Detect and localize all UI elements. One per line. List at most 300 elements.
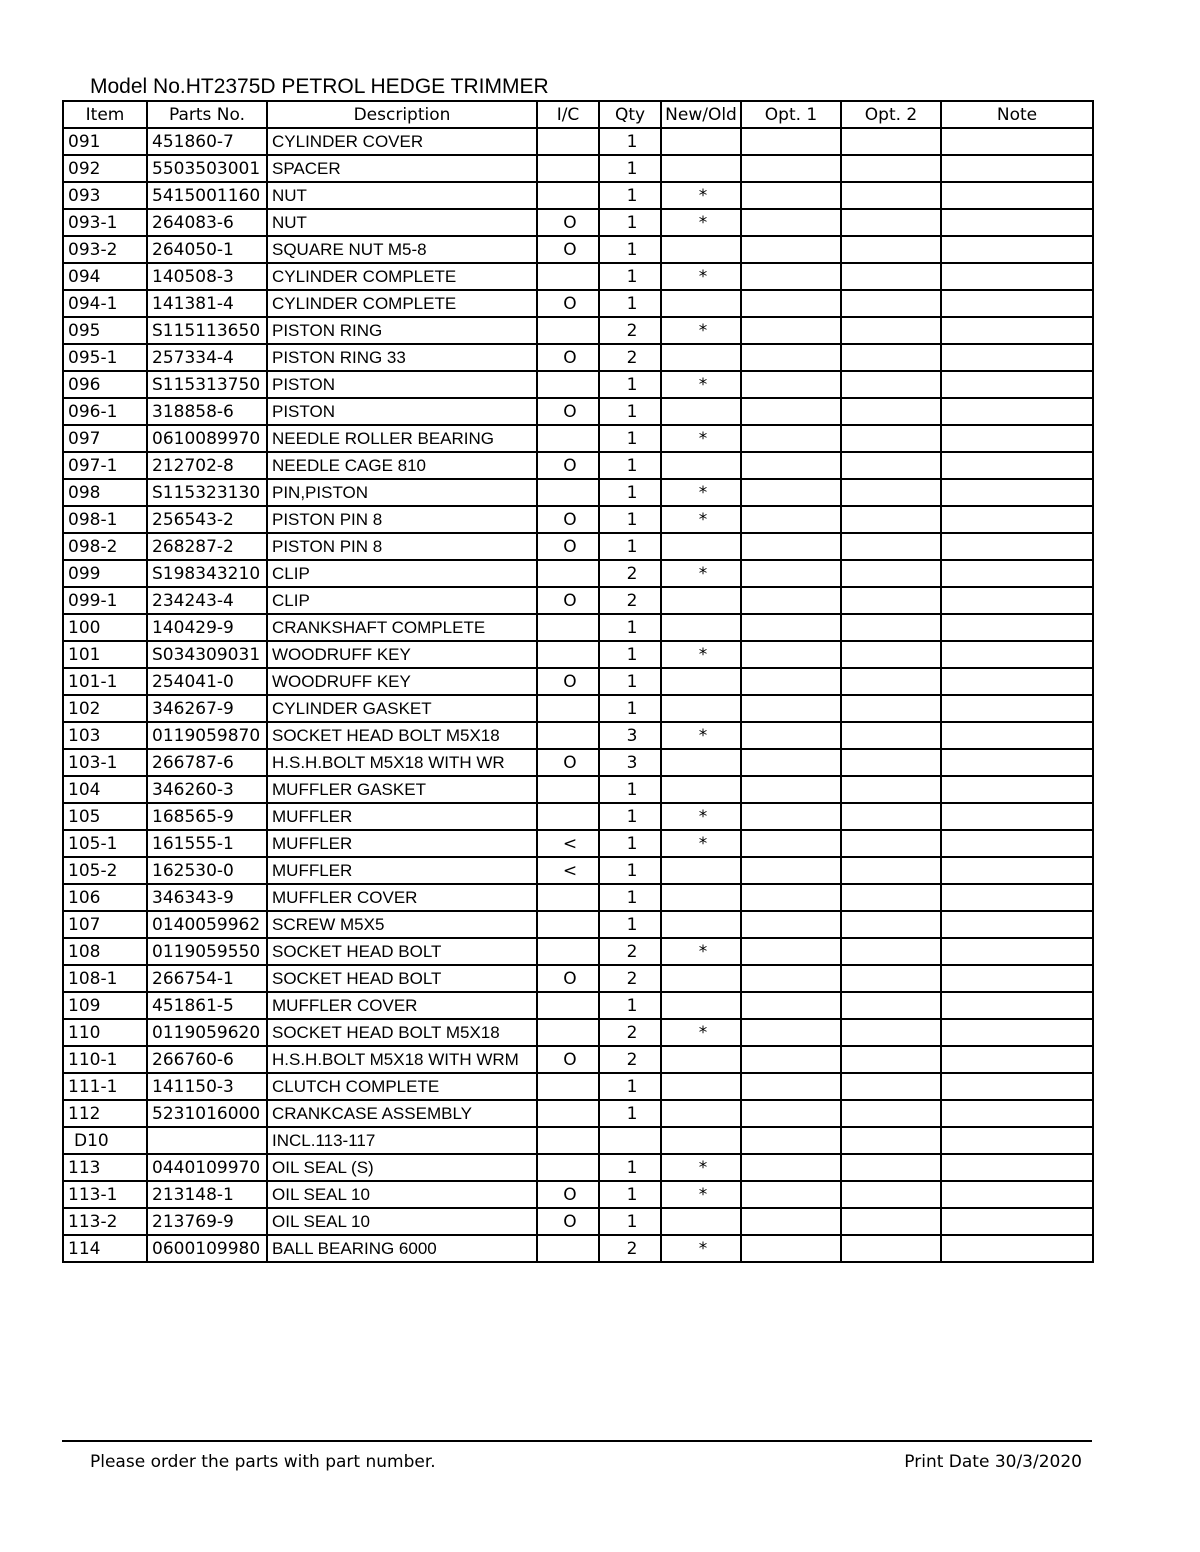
new-old-cell: [661, 776, 741, 803]
opt-2-cell: [841, 1046, 941, 1073]
table-row: [63, 344, 1093, 371]
table-row: [63, 614, 1093, 641]
item-cell: 108-1: [63, 965, 147, 992]
item-cell: 108: [63, 938, 147, 965]
new-old-cell: *: [661, 182, 741, 209]
qty-cell: 2: [599, 965, 661, 992]
description-cell: SOCKET HEAD BOLT M5X18: [267, 1019, 537, 1046]
new-old-cell: [661, 128, 741, 155]
description-cell: PISTON PIN 8: [267, 533, 537, 560]
note-cell: [941, 803, 1093, 830]
opt-2-cell: [841, 641, 941, 668]
note-cell: [941, 1073, 1093, 1100]
ic-cell: O: [537, 1208, 599, 1235]
new-old-cell: [661, 398, 741, 425]
parts-no-cell: 451861-5: [147, 992, 267, 1019]
table-row: [63, 533, 1093, 560]
note-cell: [941, 1127, 1093, 1154]
new-old-cell: [661, 236, 741, 263]
note-cell: [941, 695, 1093, 722]
new-old-cell: [661, 290, 741, 317]
item-cell: 109: [63, 992, 147, 1019]
opt-2-cell: [841, 182, 941, 209]
note-cell: [941, 965, 1093, 992]
column-header-new-old: New/Old: [661, 101, 741, 128]
opt-1-cell: [741, 776, 841, 803]
table-row: [63, 182, 1093, 209]
table-row: [63, 425, 1093, 452]
opt-1-cell: [741, 128, 841, 155]
note-cell: [941, 317, 1093, 344]
note-cell: [941, 884, 1093, 911]
description-cell: H.S.H.BOLT M5X18 WITH WR: [267, 749, 537, 776]
item-cell: 092: [63, 155, 147, 182]
opt-2-cell: [841, 1181, 941, 1208]
parts-no-cell: 268287-2: [147, 533, 267, 560]
description-cell: NEEDLE ROLLER BEARING: [267, 425, 537, 452]
new-old-cell: *: [661, 1019, 741, 1046]
new-old-cell: *: [661, 317, 741, 344]
item-cell: 113-1: [63, 1181, 147, 1208]
opt-2-cell: [841, 695, 941, 722]
ic-cell: O: [537, 749, 599, 776]
opt-2-cell: [841, 992, 941, 1019]
ic-cell: O: [537, 344, 599, 371]
ic-cell: [537, 425, 599, 452]
qty-cell: 1: [599, 857, 661, 884]
note-cell: [941, 614, 1093, 641]
note-cell: [941, 209, 1093, 236]
opt-1-cell: [741, 344, 841, 371]
description-cell: H.S.H.BOLT M5X18 WITH WRM: [267, 1046, 537, 1073]
ic-cell: O: [537, 236, 599, 263]
opt-1-cell: [741, 533, 841, 560]
opt-1-cell: [741, 938, 841, 965]
qty-cell: 1: [599, 911, 661, 938]
note-cell: [941, 1208, 1093, 1235]
opt-1-cell: [741, 1235, 841, 1262]
ic-cell: [537, 1100, 599, 1127]
ic-cell: [537, 776, 599, 803]
opt-2-cell: [841, 1235, 941, 1262]
ic-cell: [537, 722, 599, 749]
note-cell: [941, 857, 1093, 884]
description-cell: SOCKET HEAD BOLT M5X18: [267, 722, 537, 749]
opt-1-cell: [741, 749, 841, 776]
parts-table: [62, 100, 1094, 1263]
new-old-cell: [661, 911, 741, 938]
note-cell: [941, 776, 1093, 803]
opt-2-cell: [841, 749, 941, 776]
item-cell: 110-1: [63, 1046, 147, 1073]
parts-no-cell: 140508-3: [147, 263, 267, 290]
new-old-cell: *: [661, 803, 741, 830]
table-row: [63, 452, 1093, 479]
table-row: [63, 128, 1093, 155]
opt-2-cell: [841, 965, 941, 992]
description-cell: OIL SEAL 10: [267, 1181, 537, 1208]
parts-no-cell: 0119059550: [147, 938, 267, 965]
opt-2-cell: [841, 209, 941, 236]
qty-cell: 2: [599, 587, 661, 614]
opt-1-cell: [741, 425, 841, 452]
description-cell: CYLINDER COMPLETE: [267, 263, 537, 290]
note-cell: [941, 1046, 1093, 1073]
parts-no-cell: [147, 1127, 267, 1154]
parts-no-cell: S115113650: [147, 317, 267, 344]
note-cell: [941, 155, 1093, 182]
item-cell: 091: [63, 128, 147, 155]
opt-1-cell: [741, 722, 841, 749]
opt-2-cell: [841, 344, 941, 371]
description-cell: SOCKET HEAD BOLT: [267, 965, 537, 992]
new-old-cell: [661, 1046, 741, 1073]
item-cell: 098-1: [63, 506, 147, 533]
opt-1-cell: [741, 452, 841, 479]
table-row: [63, 1100, 1093, 1127]
ic-cell: [537, 182, 599, 209]
item-cell: 096: [63, 371, 147, 398]
new-old-cell: *: [661, 1181, 741, 1208]
description-cell: CLIP: [267, 560, 537, 587]
description-cell: MUFFLER: [267, 857, 537, 884]
item-cell: 105-1: [63, 830, 147, 857]
new-old-cell: *: [661, 1235, 741, 1262]
description-cell: MUFFLER COVER: [267, 884, 537, 911]
table-row: [63, 749, 1093, 776]
ic-cell: [537, 803, 599, 830]
note-cell: [941, 182, 1093, 209]
parts-no-cell: 264083-6: [147, 209, 267, 236]
table-row: [63, 209, 1093, 236]
table-row: [63, 1046, 1093, 1073]
new-old-cell: [661, 884, 741, 911]
ic-cell: [537, 560, 599, 587]
qty-cell: 1: [599, 1154, 661, 1181]
parts-no-cell: 346260-3: [147, 776, 267, 803]
qty-cell: [599, 1127, 661, 1154]
parts-no-cell: S198343210: [147, 560, 267, 587]
column-header-opt-1: Opt. 1: [741, 101, 841, 128]
note-cell: [941, 587, 1093, 614]
item-cell: 097-1: [63, 452, 147, 479]
parts-no-cell: 5415001160: [147, 182, 267, 209]
opt-1-cell: [741, 155, 841, 182]
qty-cell: 1: [599, 398, 661, 425]
parts-no-cell: 264050-1: [147, 236, 267, 263]
description-cell: MUFFLER: [267, 803, 537, 830]
description-cell: CRANKSHAFT COMPLETE: [267, 614, 537, 641]
note-cell: [941, 722, 1093, 749]
opt-1-cell: [741, 182, 841, 209]
note-cell: [941, 560, 1093, 587]
item-cell: 106: [63, 884, 147, 911]
qty-cell: 1: [599, 614, 661, 641]
new-old-cell: *: [661, 560, 741, 587]
footer-order-note: Please order the parts with part number.: [90, 1452, 436, 1472]
new-old-cell: *: [661, 1154, 741, 1181]
ic-cell: [537, 1073, 599, 1100]
parts-no-cell: 213769-9: [147, 1208, 267, 1235]
description-cell: CYLINDER COVER: [267, 128, 537, 155]
new-old-cell: [661, 1127, 741, 1154]
new-old-cell: [661, 587, 741, 614]
description-cell: WOODRUFF KEY: [267, 668, 537, 695]
parts-no-cell: S034309031: [147, 641, 267, 668]
description-cell: SPACER: [267, 155, 537, 182]
ic-cell: [537, 695, 599, 722]
item-cell: 113-2: [63, 1208, 147, 1235]
ic-cell: O: [537, 1046, 599, 1073]
parts-no-cell: 0600109980: [147, 1235, 267, 1262]
note-cell: [941, 1235, 1093, 1262]
item-cell: 094: [63, 263, 147, 290]
opt-2-cell: [841, 155, 941, 182]
opt-2-cell: [841, 614, 941, 641]
item-cell: 093-1: [63, 209, 147, 236]
opt-1-cell: [741, 587, 841, 614]
parts-no-cell: 0440109970: [147, 1154, 267, 1181]
parts-no-cell: 162530-0: [147, 857, 267, 884]
new-old-cell: *: [661, 830, 741, 857]
qty-cell: 1: [599, 290, 661, 317]
item-cell: 103-1: [63, 749, 147, 776]
item-cell: 107: [63, 911, 147, 938]
opt-1-cell: [741, 1154, 841, 1181]
qty-cell: 1: [599, 803, 661, 830]
description-cell: BALL BEARING 6000: [267, 1235, 537, 1262]
opt-2-cell: [841, 398, 941, 425]
ic-cell: [537, 1235, 599, 1262]
opt-1-cell: [741, 317, 841, 344]
opt-2-cell: [841, 533, 941, 560]
opt-1-cell: [741, 1046, 841, 1073]
opt-1-cell: [741, 830, 841, 857]
qty-cell: 1: [599, 182, 661, 209]
ic-cell: <: [537, 830, 599, 857]
opt-1-cell: [741, 290, 841, 317]
opt-1-cell: [741, 614, 841, 641]
parts-no-cell: 257334-4: [147, 344, 267, 371]
note-cell: [941, 641, 1093, 668]
parts-no-cell: 213148-1: [147, 1181, 267, 1208]
description-cell: MUFFLER COVER: [267, 992, 537, 1019]
ic-cell: O: [537, 290, 599, 317]
table-header-row: [63, 101, 1093, 128]
ic-cell: [537, 371, 599, 398]
opt-1-cell: [741, 371, 841, 398]
opt-2-cell: [841, 290, 941, 317]
opt-2-cell: [841, 911, 941, 938]
item-cell: 097: [63, 425, 147, 452]
new-old-cell: *: [661, 722, 741, 749]
ic-cell: O: [537, 965, 599, 992]
opt-1-cell: [741, 398, 841, 425]
footer-print-date: Print Date 30/3/2020: [904, 1452, 1082, 1472]
parts-no-cell: 451860-7: [147, 128, 267, 155]
item-cell: 093-2: [63, 236, 147, 263]
ic-cell: O: [537, 452, 599, 479]
new-old-cell: [661, 695, 741, 722]
ic-cell: <: [537, 857, 599, 884]
parts-no-cell: 161555-1: [147, 830, 267, 857]
item-cell: 111-1: [63, 1073, 147, 1100]
qty-cell: 1: [599, 1208, 661, 1235]
description-cell: OIL SEAL 10: [267, 1208, 537, 1235]
opt-1-cell: [741, 263, 841, 290]
table-row: [63, 722, 1093, 749]
opt-2-cell: [841, 506, 941, 533]
description-cell: NUT: [267, 209, 537, 236]
qty-cell: 1: [599, 263, 661, 290]
opt-1-cell: [741, 506, 841, 533]
opt-2-cell: [841, 722, 941, 749]
description-cell: WOODRUFF KEY: [267, 641, 537, 668]
table-row: [63, 911, 1093, 938]
ic-cell: O: [537, 668, 599, 695]
opt-2-cell: [841, 128, 941, 155]
table-row: [63, 398, 1093, 425]
note-cell: [941, 290, 1093, 317]
opt-1-cell: [741, 965, 841, 992]
opt-1-cell: [741, 857, 841, 884]
new-old-cell: [661, 1073, 741, 1100]
table-row: [63, 371, 1093, 398]
ic-cell: O: [537, 533, 599, 560]
new-old-cell: *: [661, 479, 741, 506]
qty-cell: 3: [599, 722, 661, 749]
item-cell: 114: [63, 1235, 147, 1262]
note-cell: [941, 479, 1093, 506]
opt-1-cell: [741, 1100, 841, 1127]
column-header-opt-2: Opt. 2: [841, 101, 941, 128]
item-cell: 096-1: [63, 398, 147, 425]
qty-cell: 1: [599, 236, 661, 263]
new-old-cell: [661, 533, 741, 560]
table-body: [63, 128, 1093, 1262]
footer-divider: [62, 1440, 1092, 1442]
parts-no-cell: 0119059620: [147, 1019, 267, 1046]
item-cell: 095: [63, 317, 147, 344]
note-cell: [941, 371, 1093, 398]
opt-1-cell: [741, 1019, 841, 1046]
parts-no-cell: S115323130: [147, 479, 267, 506]
ic-cell: [537, 479, 599, 506]
item-cell: 100: [63, 614, 147, 641]
item-cell: 099-1: [63, 587, 147, 614]
qty-cell: 1: [599, 371, 661, 398]
qty-cell: 1: [599, 506, 661, 533]
opt-2-cell: [841, 668, 941, 695]
note-cell: [941, 398, 1093, 425]
qty-cell: 1: [599, 209, 661, 236]
parts-no-cell: 266760-6: [147, 1046, 267, 1073]
parts-no-cell: 346267-9: [147, 695, 267, 722]
table-row: [63, 290, 1093, 317]
table-row: [63, 884, 1093, 911]
parts-no-cell: 141381-4: [147, 290, 267, 317]
column-header-ic: I/C: [537, 101, 599, 128]
parts-no-cell: 254041-0: [147, 668, 267, 695]
table-row: [63, 1019, 1093, 1046]
new-old-cell: [661, 1208, 741, 1235]
page-title: Model No.HT2375D PETROL HEDGE TRIMMER: [90, 75, 549, 98]
new-old-cell: *: [661, 425, 741, 452]
parts-no-cell: 346343-9: [147, 884, 267, 911]
qty-cell: 2: [599, 1235, 661, 1262]
opt-1-cell: [741, 1181, 841, 1208]
parts-no-cell: 256543-2: [147, 506, 267, 533]
parts-no-cell: 266754-1: [147, 965, 267, 992]
table-row: [63, 668, 1093, 695]
qty-cell: 1: [599, 128, 661, 155]
qty-cell: 1: [599, 425, 661, 452]
opt-1-cell: [741, 884, 841, 911]
table-row: [63, 938, 1093, 965]
qty-cell: 1: [599, 1073, 661, 1100]
qty-cell: 3: [599, 749, 661, 776]
opt-1-cell: [741, 992, 841, 1019]
note-cell: [941, 1019, 1093, 1046]
qty-cell: 1: [599, 695, 661, 722]
qty-cell: 1: [599, 479, 661, 506]
qty-cell: 1: [599, 1100, 661, 1127]
item-cell: 099: [63, 560, 147, 587]
qty-cell: 1: [599, 992, 661, 1019]
note-cell: [941, 128, 1093, 155]
description-cell: NUT: [267, 182, 537, 209]
table-row: [63, 1127, 1093, 1154]
description-cell: MUFFLER: [267, 830, 537, 857]
item-cell: 102: [63, 695, 147, 722]
table-row: [63, 1235, 1093, 1262]
item-cell: 112: [63, 1100, 147, 1127]
note-cell: [941, 344, 1093, 371]
ic-cell: [537, 1127, 599, 1154]
note-cell: [941, 1154, 1093, 1181]
new-old-cell: [661, 614, 741, 641]
opt-1-cell: [741, 641, 841, 668]
table-row: [63, 560, 1093, 587]
description-cell: SQUARE NUT M5-8: [267, 236, 537, 263]
qty-cell: 2: [599, 1046, 661, 1073]
opt-2-cell: [841, 830, 941, 857]
opt-2-cell: [841, 452, 941, 479]
opt-2-cell: [841, 371, 941, 398]
new-old-cell: [661, 344, 741, 371]
item-cell: 105-2: [63, 857, 147, 884]
table-row: [63, 155, 1093, 182]
opt-2-cell: [841, 236, 941, 263]
ic-cell: O: [537, 1181, 599, 1208]
qty-cell: 1: [599, 668, 661, 695]
ic-cell: [537, 992, 599, 1019]
note-cell: [941, 506, 1093, 533]
table-row: [63, 965, 1093, 992]
opt-2-cell: [841, 1127, 941, 1154]
ic-cell: O: [537, 209, 599, 236]
item-cell: 098-2: [63, 533, 147, 560]
opt-1-cell: [741, 209, 841, 236]
item-cell: 113: [63, 1154, 147, 1181]
parts-no-cell: 266787-6: [147, 749, 267, 776]
ic-cell: [537, 128, 599, 155]
parts-no-cell: 141150-3: [147, 1073, 267, 1100]
note-cell: [941, 1181, 1093, 1208]
item-cell: 101-1: [63, 668, 147, 695]
ic-cell: O: [537, 398, 599, 425]
opt-2-cell: [841, 317, 941, 344]
